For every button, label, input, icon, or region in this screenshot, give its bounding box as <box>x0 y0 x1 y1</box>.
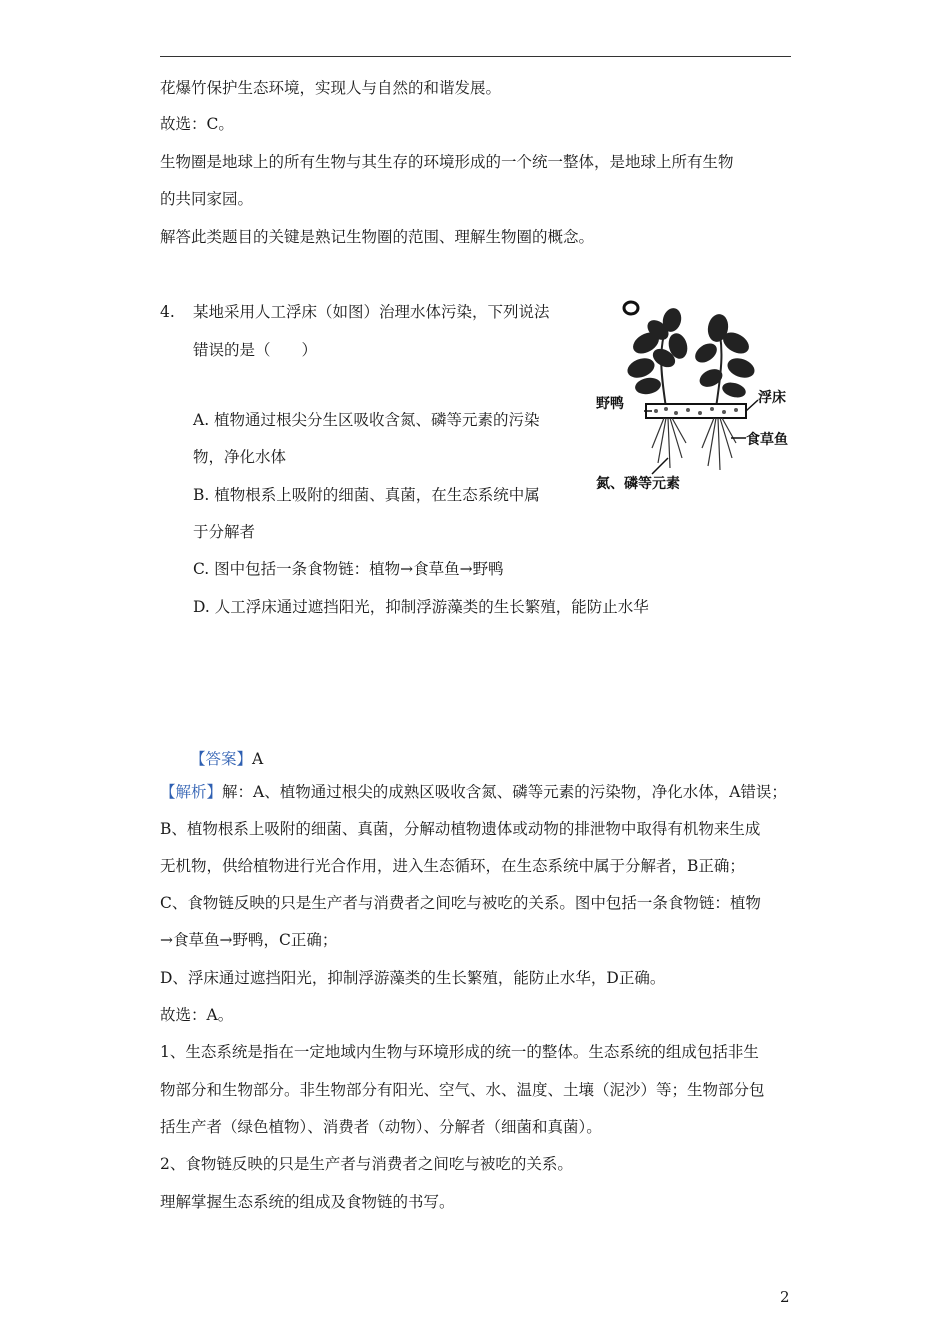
analysis-line: 2、食物链反映的只是生产者与消费者之间吃与被吃的关系。 <box>160 1155 573 1173</box>
analysis-line: B、植物根系上吸附的细菌、真菌，分解动植物遗体或动物的排泄物中取得有机物来生成 <box>160 820 761 838</box>
question-stem: 错误的是（ ） <box>193 341 318 359</box>
label-fish: 食草鱼 <box>746 432 788 448</box>
paragraph: 解答此类题目的关键是熟记生物圈的范围、理解生物圈的概念。 <box>160 228 595 246</box>
analysis-line <box>160 782 787 802</box>
option-a: A. 植物通过根尖分生区吸收含氮、磷等元素的污染 <box>193 411 540 429</box>
sun-icon <box>624 302 638 314</box>
analysis-line: 理解掌握生态系统的组成及食物链的书写。 <box>160 1193 455 1211</box>
label-duck: 野鸭 <box>596 396 624 412</box>
option-c: C. 图中包括一条食物链：植物→食草鱼→野鸭 <box>193 560 504 578</box>
plant-leaves-left <box>625 306 690 396</box>
label-bed: 浮床 <box>758 390 786 406</box>
analysis-line: 物部分和生物部分。非生物部分有阳光、空气、水、温度、土壤（泥沙）等；生物部分包 <box>160 1081 765 1099</box>
analysis-line: 无机物，供给植物进行光合作用，进入生态循环，在生态系统中属于分解者，B正确； <box>160 857 745 875</box>
analysis-line: 1、生态系统是指在一定地域内生物与环境形成的统一的整体。生态系统的组成包括非生 <box>160 1043 759 1061</box>
plant-leaves-right <box>692 312 758 399</box>
analysis-line: 故选：A。 <box>160 1006 234 1024</box>
answer-line <box>190 749 263 769</box>
floating-bed <box>646 404 746 418</box>
analysis-line: →食草鱼→野鸭，C正确； <box>160 931 338 949</box>
answer-value: A <box>252 750 264 768</box>
paragraph: 生物圈是地球上的所有生物与其生存的环境形成的一个统一整体，是地球上所有生物 <box>160 153 734 171</box>
paragraph: 的共同家园。 <box>160 190 254 208</box>
paragraph: 故选：C。 <box>160 115 234 133</box>
option-a-cont: 物，净化水体 <box>193 448 287 466</box>
label-elements: 氮、磷等元素 <box>596 476 680 492</box>
page-number: 2 <box>780 1288 790 1306</box>
analysis-text: 解：A、植物通过根尖的成熟区吸收含氮、磷等元素的污染物，净化水体，A错误； <box>222 783 787 801</box>
option-d: D. 人工浮床通过遮挡阳光，抑制浮游藻类的生长繁殖，能防止水华 <box>193 598 649 616</box>
analysis-tag: 【解析】 <box>160 783 223 801</box>
analysis-line: D、浮床通过遮挡阳光，抑制浮游藻类的生长繁殖，能防止水华，D正确。 <box>160 969 666 987</box>
analysis-line: 括生产者（绿色植物）、消费者（动物）、分解者（细菌和真菌）。 <box>160 1118 602 1136</box>
answer-tag: 【答案】 <box>190 750 253 768</box>
header-rule <box>160 56 791 57</box>
question-number: 4. <box>160 303 175 321</box>
floating-bed-figure <box>596 298 792 498</box>
option-b-cont: 于分解者 <box>193 523 256 541</box>
question-stem: 某地采用人工浮床（如图）治理水体污染，下列说法 <box>193 303 550 321</box>
paragraph: 花爆竹保护生态环境，实现人与自然的和谐发展。 <box>160 79 502 97</box>
option-b: B. 植物根系上吸附的细菌、真菌，在生态系统中属 <box>193 486 540 504</box>
analysis-line: C、食物链反映的只是生产者与消费者之间吃与被吃的关系。图中包括一条食物链：植物 <box>160 894 761 912</box>
